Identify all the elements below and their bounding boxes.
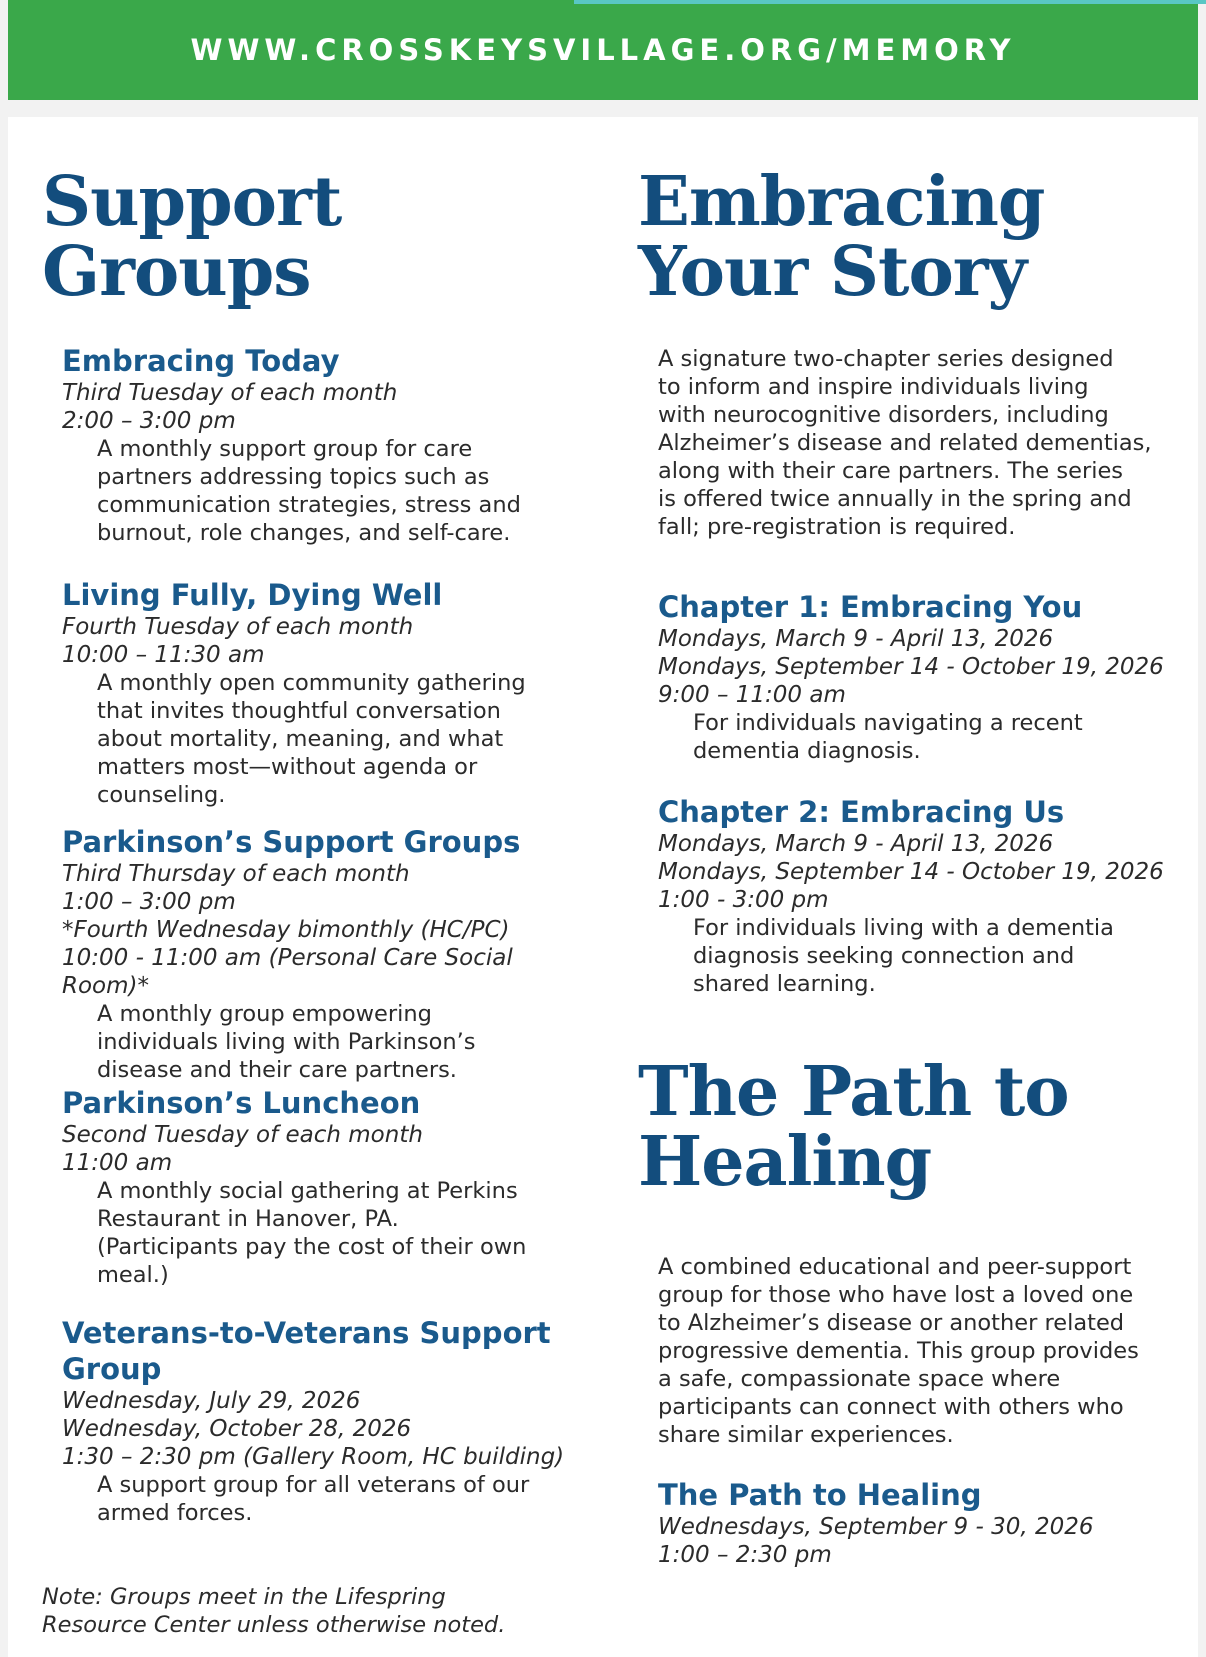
title-line: Groups xyxy=(42,232,311,312)
header-banner xyxy=(8,0,1198,100)
title-line: Embracing xyxy=(638,162,1045,242)
note-line: Note: Groups meet in the Lifespring xyxy=(42,1584,446,1610)
desc-line: For individuals living with a dementia xyxy=(693,915,1114,941)
desc-line: about mortality, meaning, and what xyxy=(97,726,504,752)
intro-line: Alzheimer’s disease and related dementias, xyxy=(658,430,1152,456)
desc-line: burnout, role changes, and self-care. xyxy=(97,520,511,546)
desc-line: meal.) xyxy=(97,1262,169,1288)
group-veterans xyxy=(62,1315,564,1527)
group-schedule: Wednesday, October 28, 2026 xyxy=(62,1416,412,1442)
group-schedule: *Fourth Wednesday bimonthly (HC/PC) xyxy=(62,917,510,943)
group-heading: Parkinson’s Luncheon xyxy=(62,1086,421,1120)
desc-line: communication strategies, stress and xyxy=(97,492,521,518)
group-schedule: Second Tuesday of each month xyxy=(62,1122,423,1148)
group-schedule: 1:30 – 2:30 pm (Gallery Room, HC building) xyxy=(62,1444,565,1470)
chapter-schedule: Mondays, September 14 - October 19, 2026 xyxy=(658,859,1164,885)
chapter-description xyxy=(658,914,1164,998)
content-card xyxy=(8,117,1198,1657)
intro-line: to Alzheimer’s disease or another related xyxy=(658,1310,1125,1336)
path-to-healing-intro xyxy=(658,1253,1168,1449)
desc-line: diagnosis seeking connection and xyxy=(693,943,1075,969)
group-description xyxy=(62,1000,602,1084)
path-to-healing-session xyxy=(658,1477,1094,1569)
desc-line: A monthly support group for care xyxy=(97,436,473,462)
intro-line: A combined educational and peer-support xyxy=(658,1254,1132,1280)
desc-line: disease and their care partners. xyxy=(97,1057,457,1083)
session-heading: The Path to Healing xyxy=(658,1478,982,1512)
group-description xyxy=(62,435,521,547)
desc-line: counseling. xyxy=(97,782,226,808)
group-description xyxy=(62,1471,564,1527)
intro-line: along with their care partners. The series xyxy=(658,458,1124,484)
desc-line: A monthly open community gathering xyxy=(97,670,526,696)
note-line: Resource Center unless otherwise noted. xyxy=(42,1612,506,1638)
embracing-story-intro xyxy=(658,345,1168,541)
chapter-heading: Chapter 2: Embracing Us xyxy=(658,795,1065,829)
session-schedule: 1:00 – 2:30 pm xyxy=(658,1542,832,1568)
desc-line: partners addressing topics such as xyxy=(97,464,490,490)
desc-line: individuals living with Parkinson’s xyxy=(97,1029,476,1055)
group-embracing-today xyxy=(62,343,521,547)
title-line: Your Story xyxy=(638,232,1027,312)
group-schedule: 10:00 – 11:30 am xyxy=(62,642,265,668)
intro-line: fall; pre-registration is required. xyxy=(658,514,1016,540)
intro-line: participants can connect with others who xyxy=(658,1394,1124,1420)
chapter-schedule: Mondays, March 9 - April 13, 2026 xyxy=(658,831,1054,857)
group-heading: Veterans-to-Veterans Support xyxy=(62,1316,551,1350)
title-line: Support xyxy=(42,162,342,242)
desc-line: armed forces. xyxy=(97,1500,253,1526)
chapter-schedule: Mondays, September 14 - October 19, 2026 xyxy=(658,654,1164,680)
path-to-healing-title xyxy=(638,1052,1069,1202)
group-schedule: Wednesday, July 29, 2026 xyxy=(62,1388,361,1414)
desc-line: shared learning. xyxy=(693,971,876,997)
chapter-schedule: 1:00 - 3:00 pm xyxy=(658,887,829,913)
desc-line: A support group for all veterans of our xyxy=(97,1472,530,1498)
group-heading: Parkinson’s Support Groups xyxy=(62,825,521,859)
group-heading: Living Fully, Dying Well xyxy=(62,578,443,612)
group-schedule: Third Thursday of each month xyxy=(62,861,410,887)
group-parkinsons-support xyxy=(62,824,602,1084)
group-schedule: 2:00 – 3:00 pm xyxy=(62,408,236,434)
desc-line: dementia diagnosis. xyxy=(693,738,921,764)
intro-line: is offered twice annually in the spring and xyxy=(658,486,1132,512)
intro-line: A signature two-chapter series designed xyxy=(658,346,1114,372)
group-heading: Group xyxy=(62,1352,162,1386)
chapter-description xyxy=(658,709,1164,765)
group-description xyxy=(62,669,526,809)
intro-line: group for those who have lost a loved one xyxy=(658,1282,1134,1308)
location-note xyxy=(42,1583,562,1639)
session-schedule: Wednesdays, September 9 - 30, 2026 xyxy=(658,1514,1094,1540)
desc-line: (Participants pay the cost of their own xyxy=(97,1234,527,1260)
title-line: The Path to xyxy=(638,1052,1069,1132)
desc-line: Restaurant in Hanover, PA. xyxy=(97,1206,399,1232)
chapter-heading: Chapter 1: Embracing You xyxy=(658,590,1083,624)
group-description xyxy=(62,1177,526,1289)
intro-line: a safe, compassionate space where xyxy=(658,1366,1061,1392)
chapter-schedule: Mondays, March 9 - April 13, 2026 xyxy=(658,626,1054,652)
website-url[interactable]: WWW.CROSSKEYSVILLAGE.ORG/MEMORY xyxy=(190,33,1016,67)
intro-line: to inform and inspire individuals living xyxy=(658,374,1089,400)
group-heading: Embracing Today xyxy=(62,344,340,378)
desc-line: A monthly social gathering at Perkins xyxy=(97,1178,518,1204)
chapter-1 xyxy=(658,589,1164,765)
group-parkinsons-luncheon xyxy=(62,1085,526,1289)
support-groups-title xyxy=(42,162,342,312)
banner-accent-stripe xyxy=(574,0,1206,4)
group-schedule: 1:00 – 3:00 pm xyxy=(62,889,236,915)
embracing-story-title xyxy=(638,162,1045,312)
intro-line: progressive dementia. This group provides xyxy=(658,1338,1139,1364)
desc-line: that invites thoughtful conversation xyxy=(97,698,501,724)
group-schedule: Fourth Tuesday of each month xyxy=(62,614,414,640)
group-schedule: Third Tuesday of each month xyxy=(62,380,398,406)
group-schedule: 10:00 - 11:00 am (Personal Care Social Room)* xyxy=(62,945,513,999)
intro-line: with neurocognitive disorders, including xyxy=(658,402,1109,428)
group-living-fully xyxy=(62,577,526,809)
title-line: Healing xyxy=(638,1122,932,1202)
desc-line: matters most—without agenda or xyxy=(97,754,478,780)
chapter-schedule: 9:00 – 11:00 am xyxy=(658,682,846,708)
group-schedule: 11:00 am xyxy=(62,1150,173,1176)
desc-line: A monthly group empowering xyxy=(97,1001,432,1027)
desc-line: For individuals navigating a recent xyxy=(693,710,1083,736)
chapter-2 xyxy=(658,794,1164,998)
intro-line: share similar experiences. xyxy=(658,1422,954,1448)
